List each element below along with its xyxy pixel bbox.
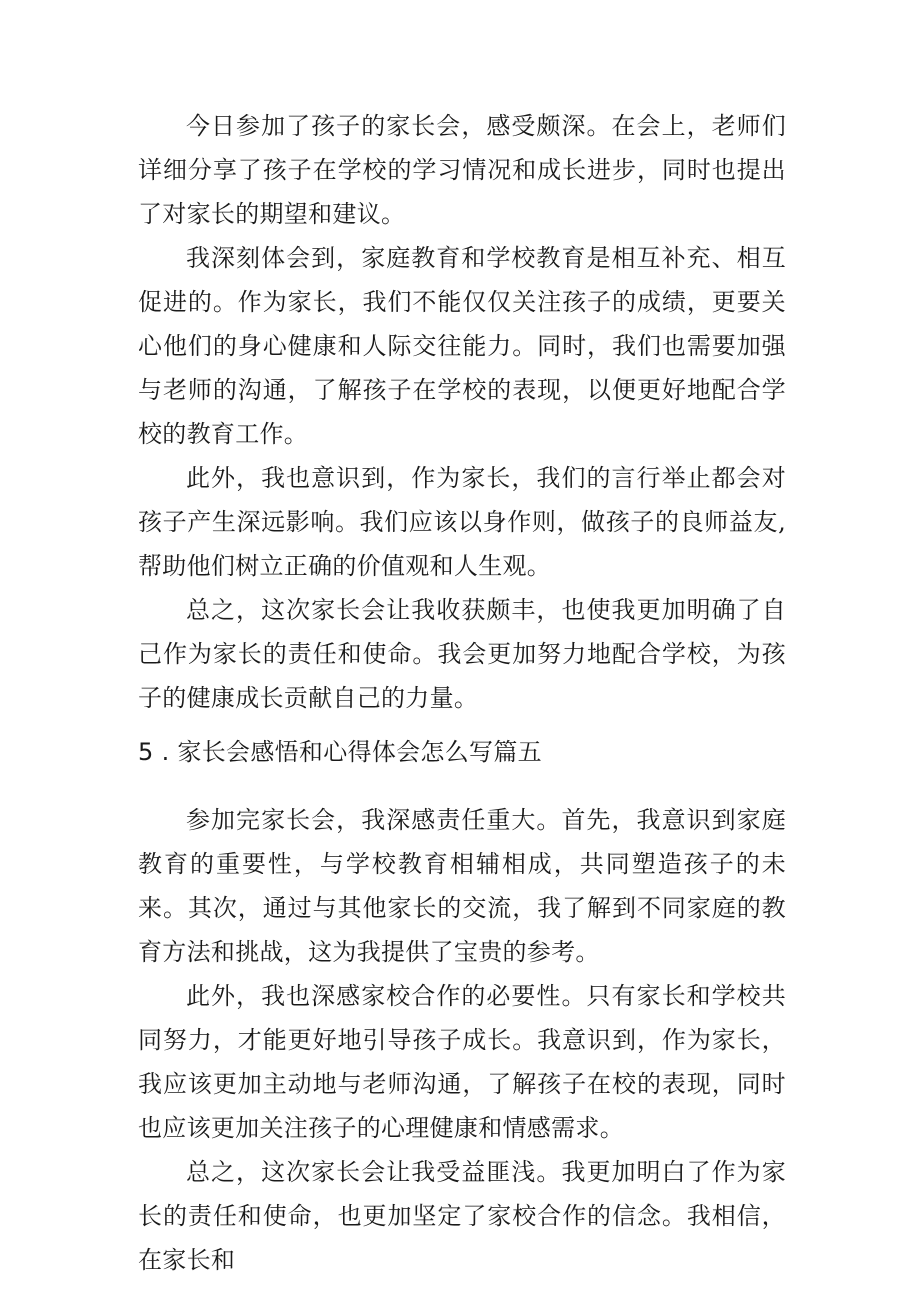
section-title: . 家长会感悟和心得体会怎么写篇五 [161, 738, 542, 766]
paragraph: 总之，这次家长会让我收获颇丰，也使我更加明确了自己作为家长的责任和使命。我会更加努力地配合学校，为孩子的健康成长贡献自己的力量。 [138, 596, 786, 712]
section-gap [138, 784, 786, 798]
paragraph: 我深刻体会到，家庭教育和学校教育是相互补充、相互促进的。作为家长，我们不能仅仅关注孩子的成绩，更要关心他们的身心健康和人际交往能力。同时，我们也需要加强与老师的沟通，了解孩子在学校的表现，以便更好地配合学校的教育工作。 [138, 244, 786, 448]
paragraph: 今日参加了孩子的家长会，感受颇深。在会上，老师们详细分享了孩子在学校的学习情况和成长进步，同时也提出了对家长的期望和建议。 [138, 112, 786, 228]
paragraph: 此外，我也深感家校合作的必要性。只有家长和学校共同努力，才能更好地引导孩子成长。我意识到，作为家长，我应该更加主动地与老师沟通，了解孩子在校的表现，同时也应该更加关注孩子的心理健康和情感需求。 [138, 982, 786, 1142]
section-number: 5 [138, 738, 154, 766]
paragraph: 参加完家长会，我深感责任重大。首先，我意识到家庭教育的重要性，与学校教育相辅相成，共同塑造孩子的未来。其次，通过与其他家长的交流，我了解到不同家庭的教育方法和挑战，这为我提供了宝贵的参考。 [138, 806, 786, 966]
document-page [138, 104, 786, 1282]
section-heading [138, 720, 786, 784]
paragraph: 此外，我也意识到，作为家长，我们的言行举止都会对孩子产生深远影响。我们应该以身作则，做孩子的良师益友,帮助他们树立正确的价值观和人生观。 [138, 464, 786, 580]
paragraph: 总之，这次家长会让我受益匪浅。我更加明白了作为家长的责任和使命，也更加坚定了家校合作的信念。我相信，在家长和 [138, 1158, 786, 1274]
